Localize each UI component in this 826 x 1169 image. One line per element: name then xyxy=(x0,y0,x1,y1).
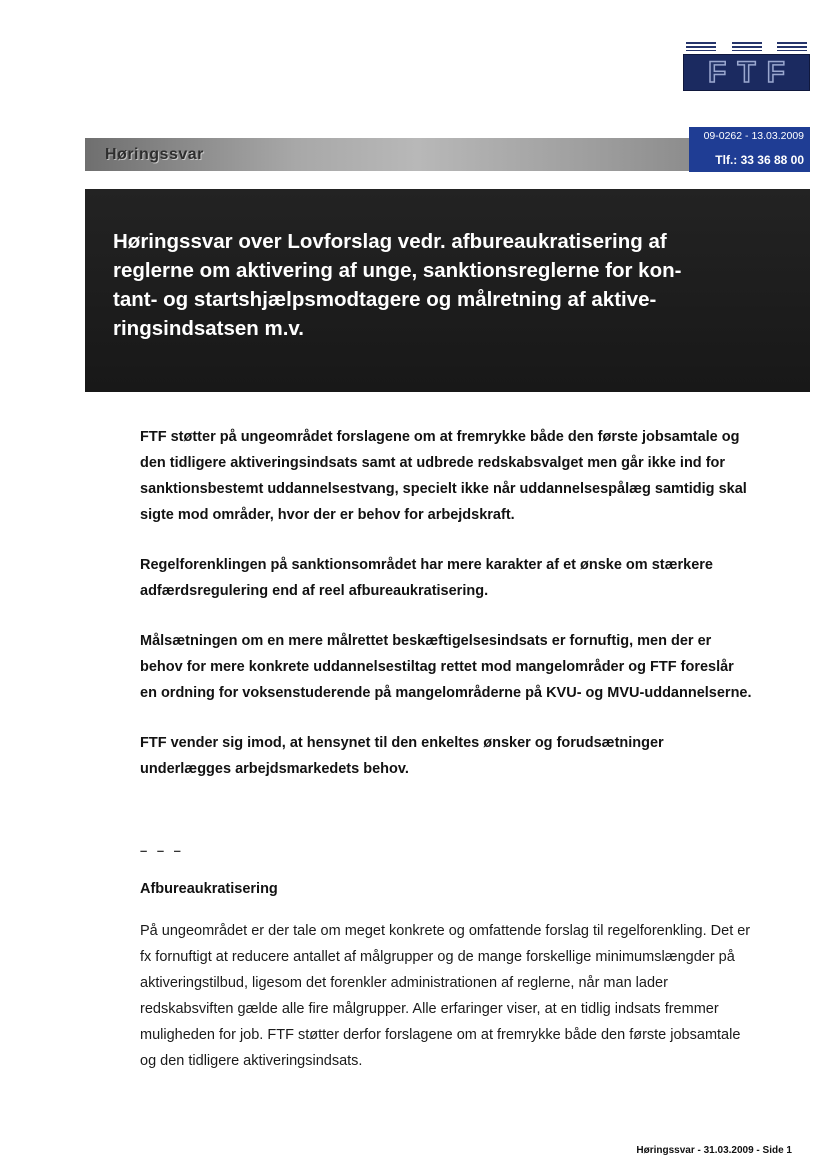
section-heading: Afbureaukratisering xyxy=(140,881,278,897)
summary-paragraph: FTF vender sig imod, at hensynet til den enkeltes ønsker og forudsætninger underlægges arbejdsmarkedets behov. xyxy=(140,735,664,777)
summary-paragraph: FTF støtter på ungeområdet forslagene om at fremrykke både den første jobsamtale og den tidligere aktiveringsindsats samt at udbrede redskabsvalget men går ikke ind for sanktionsbestemt uddannelsestvang, specielt ikke når uddannelsespålæg samtidig skal sigte mod områder, hvor der er behov for arbejdskraft. xyxy=(140,429,747,523)
title-banner xyxy=(85,189,810,392)
document-title xyxy=(85,189,810,343)
title-line: tant- og startshjælpsmodtagere og målretning af aktive- xyxy=(113,288,657,311)
header-bar-title: Høringssvar xyxy=(105,145,204,163)
body-paragraph: På ungeområdet er der tale om meget konkrete og omfattende forslag til regelforenkling. Det er fx fornuftigt at reducere antallet af målgrupper og de mange forskellige minimumslængder på aktiveringstilbud, ligesom det forenkler administrationen af reglerne, når man lader redskabsviften gælde alle fire målgrupper. Alle erfaringer viser, at en tidlig indsats fremmer muligheden for job. FTF støtter derfor forslagene om at fremrykke både den første jobsamtale og den tidligere aktiveringsindsats. xyxy=(140,923,751,1069)
header-bar xyxy=(85,127,810,172)
ftf-logo xyxy=(683,42,810,91)
header-title-bar xyxy=(85,138,689,171)
page-footer: Høringssvar - 31.03.2009 - Side 1 xyxy=(636,1145,792,1156)
title-line: reglerne om aktivering af unge, sanktionsreglerne for kon- xyxy=(113,259,682,282)
logo-stripe-icon xyxy=(777,42,807,51)
reference-number: 09-0262 - 13.03.2009 xyxy=(703,130,804,142)
summary-section xyxy=(140,424,752,806)
ftf-logo-box xyxy=(683,54,810,91)
logo-stripes-icon xyxy=(683,42,810,51)
section-separator: – – – xyxy=(140,843,184,858)
title-line: Høringssvar over Lovforslag vedr. afbureaukratisering af xyxy=(113,230,667,253)
title-line: ringsindsatsen m.v. xyxy=(113,317,305,340)
logo-stripe-icon xyxy=(732,42,762,51)
phone-number: Tlf.: 33 36 88 00 xyxy=(715,153,804,167)
logo-stripe-icon xyxy=(686,42,716,51)
header-contact-box xyxy=(689,127,810,172)
summary-paragraph: Regelforenklingen på sanktionsområdet har mere karakter af et ønske om stærkere adfærdsregulering end af reel afbureaukratisering. xyxy=(140,557,713,599)
summary-paragraph: Målsætningen om en mere målrettet beskæftigelsesindsats er fornuftig, men der er behov for mere konkrete uddannelsestiltag rettet mod mangelområder og FTF foreslår en ordning for voksenstuderende på mangelområderne på KVU- og MVU-uddannelserne. xyxy=(140,633,752,701)
ftf-logo-text: FTF xyxy=(708,55,796,89)
